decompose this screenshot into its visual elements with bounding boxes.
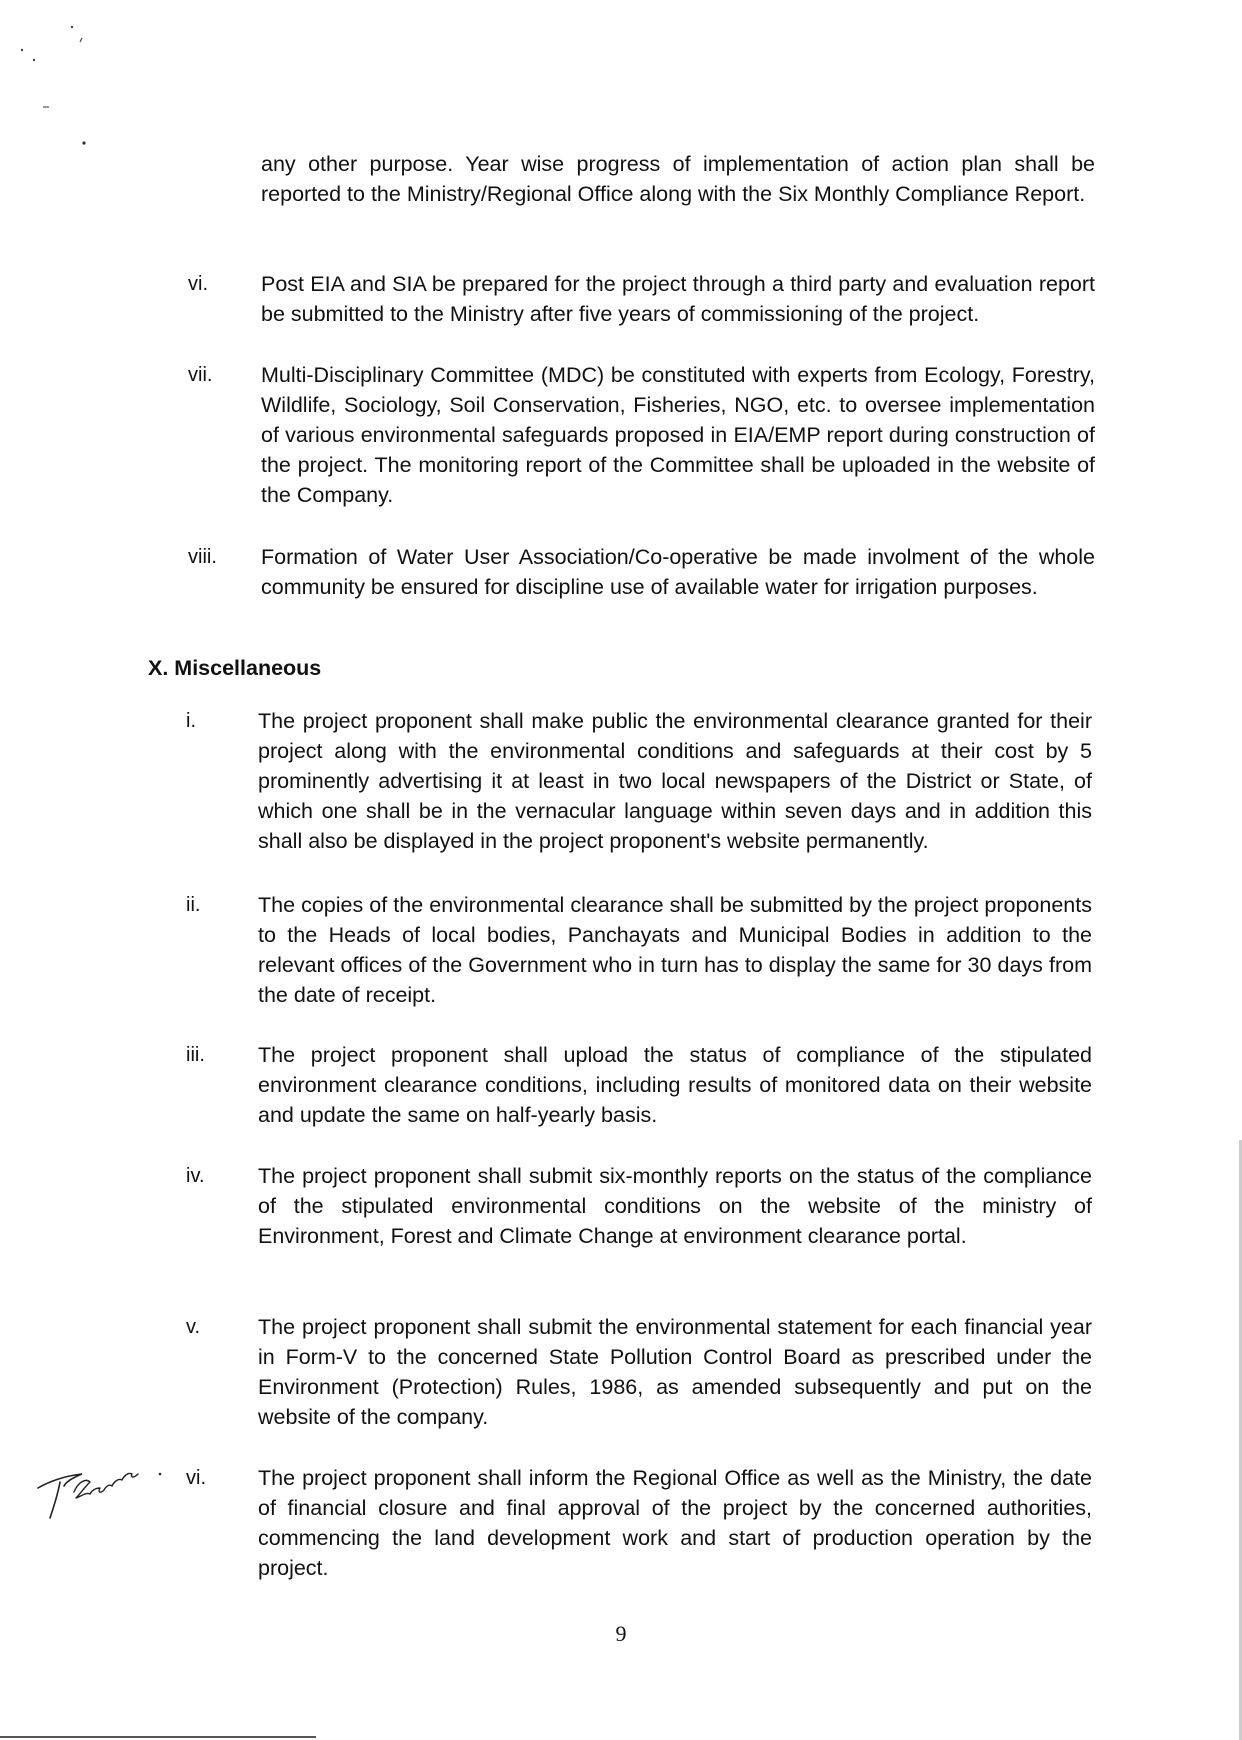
list-item-numeral: ii. — [186, 894, 201, 916]
list-item-text: The project proponent shall upload the status of compliance of the stipulated environment clearance conditions, including results of monitored data on their website and update the same on half-yearly basis. — [258, 1043, 1092, 1127]
scan-edge-line — [0, 1736, 316, 1738]
list-item-text: Formation of Water User Association/Co-operative be made involment of the whole community be ensured for discipline use of available water for irrigation purposes. — [261, 545, 1095, 599]
list-item-text: The project proponent shall submit the environmental statement for each financial year in Form-V to the concerned State Pollution Control Board as prescribed under the Environment (Protection) Rules, 1986, as amended subsequently and put on the website of the company. — [258, 1315, 1092, 1429]
list-item-numeral: viii. — [188, 546, 217, 568]
handwritten-signature — [30, 1452, 190, 1522]
list-item-numeral: vii. — [188, 364, 213, 386]
list-item-numeral: iii. — [186, 1044, 205, 1066]
scan-speckle-marks — [0, 0, 120, 160]
list-item-text: The project proponent shall inform the Regional Office as well as the Ministry, the date of financial closure and final approval of the project by the concerned authorities, commencing the land development work and start of production operation by the project. — [258, 1466, 1092, 1580]
list-item-numeral: vi. — [186, 1467, 206, 1489]
list-item-text: The copies of the environmental clearance shall be submitted by the project proponents to the Heads of local bodies, Panchayats and Municipal Bodies in addition to the relevant offices of the Government who in turn has to display the same for 30 days from the date of receipt. — [258, 893, 1092, 1007]
section-heading: X. Miscellaneous — [148, 656, 322, 680]
list-item-numeral: vi. — [188, 273, 208, 295]
list-item-numeral: iv. — [186, 1165, 205, 1187]
list-item-text: Multi-Disciplinary Committee (MDC) be constituted with experts from Ecology, Forestry, Wildlife, Sociology, Soil Conservation, Fisheries, NGO, etc. to oversee implementation of various environmental safeguards proposed in EIA/EMP report during construction of the project. The monitoring report of the Committee shall be uploaded in the website of the Company. — [261, 363, 1095, 507]
page-number: 9 — [615, 1621, 627, 1646]
list-item-text: The project proponent shall make public the environmental clearance granted for their project along with the environmental conditions and safeguards at their cost by 5 prominently advertising it at least in two local newspapers of the District or State, of which one shall be in the vernacular language within seven days and in addition this shall also be displayed in the project proponent's website permanently. — [258, 709, 1092, 853]
list-item-numeral: i. — [186, 710, 196, 732]
list-item-numeral: v. — [186, 1316, 201, 1338]
list-item-text: Post EIA and SIA be prepared for the project through a third party and evaluation report be submitted to the Ministry after five years of commissioning of the project. — [261, 272, 1095, 326]
intro-paragraph: any other purpose. Year wise progress of implementation of action plan shall be reported to the Ministry/Regional Office along with the Six Monthly Compliance Report. — [261, 152, 1095, 206]
list-item-text: The project proponent shall submit six-monthly reports on the status of the compliance of the stipulated environmental conditions on the website of the ministry of Environment, Forest and Climate Change at environment clearance portal. — [258, 1164, 1092, 1248]
